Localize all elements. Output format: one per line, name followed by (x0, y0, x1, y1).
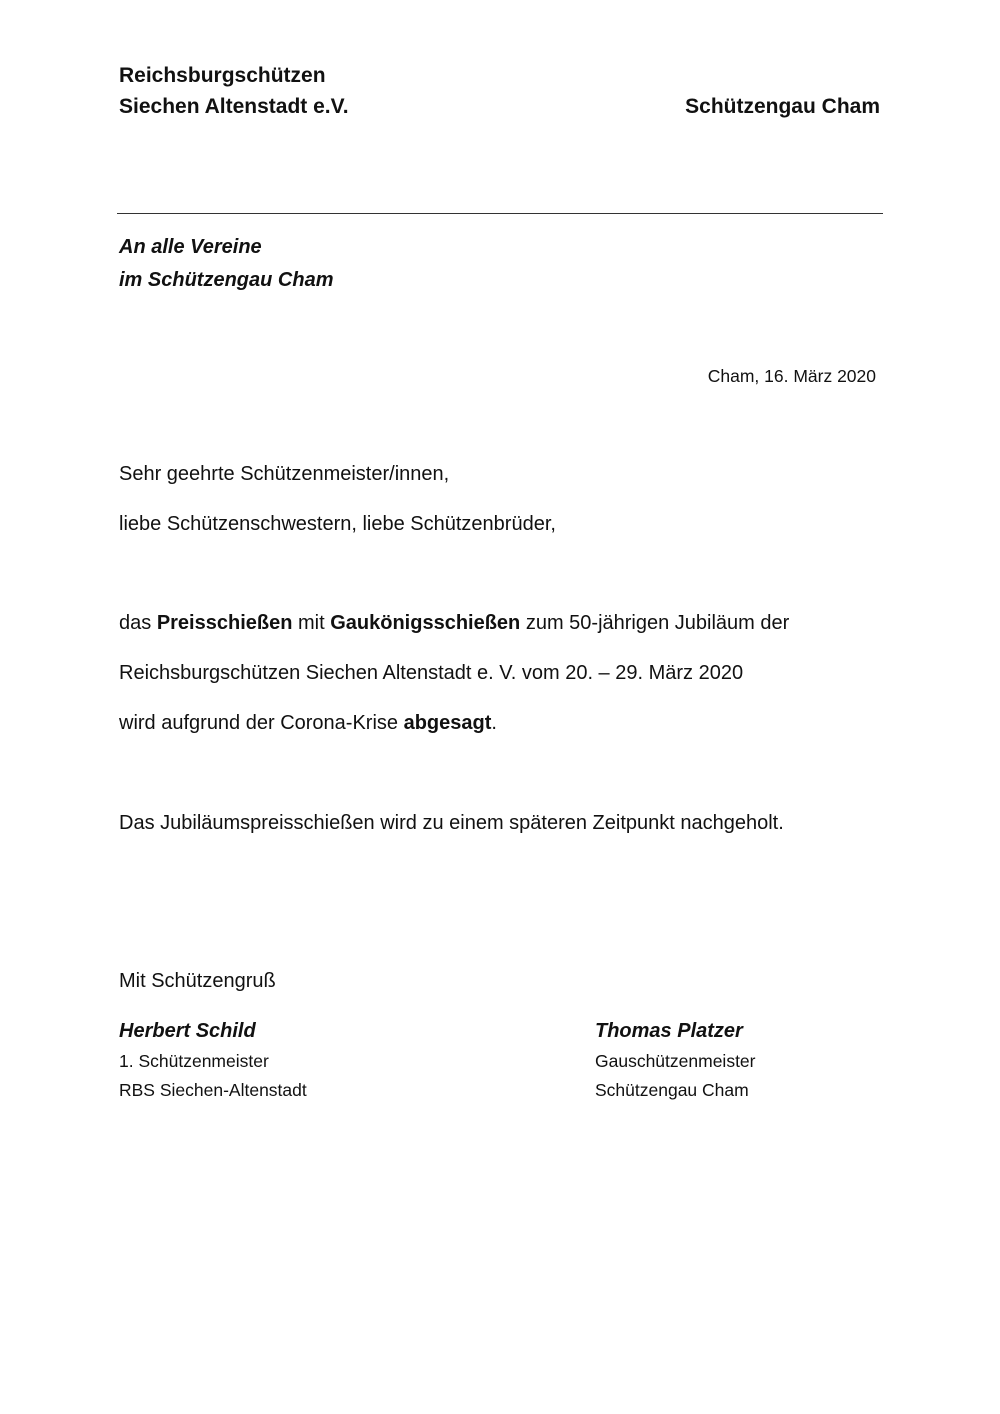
salutation-line1: Sehr geehrte Schützenmeister/innen, (119, 463, 450, 485)
club-name (119, 60, 349, 122)
signatory-org: Schützengau Cham (595, 1080, 749, 1100)
text-span: mit (292, 612, 331, 634)
addressee-line1: An alle Vereine (119, 236, 262, 258)
text-span: . (491, 712, 497, 734)
salutation-line2: liebe Schützenschwestern, liebe Schützenbrüder, (119, 513, 556, 535)
gau-name: Schützengau Cham (685, 95, 880, 118)
paragraph1-line3 (119, 710, 497, 736)
signatory-name: Herbert Schild (119, 1020, 256, 1042)
addressee (119, 231, 333, 297)
club-name-line1: Reichsburgschützen (119, 64, 326, 87)
paragraph1-line2: Reichsburgschützen Siechen Altenstadt e. V. vom 20. – 29. März 2020 (119, 662, 744, 684)
bold-abgesagt: abgesagt (403, 712, 492, 734)
letter-date: Cham, 16. März 2020 (707, 366, 876, 386)
addressee-line2: im Schützengau Cham (119, 269, 334, 291)
closing-phrase: Mit Schützengruß (119, 970, 276, 992)
paragraph1-line1 (119, 610, 789, 636)
text-span: zum 50-jährigen Jubiläum der (520, 612, 790, 634)
signatory-role: 1. Schützenmeister (119, 1051, 269, 1071)
header-divider (117, 213, 883, 214)
bold-gaukoenigsschiessen: Gaukönigsschießen (330, 612, 521, 634)
bold-preisschiessen: Preisschießen (156, 612, 293, 634)
signatory-name: Thomas Platzer (595, 1020, 743, 1042)
text-span: das (119, 612, 157, 634)
signatory-role: Gauschützenmeister (595, 1051, 756, 1071)
signatory-org: RBS Siechen-Altenstadt (119, 1080, 307, 1100)
club-name-line2: Siechen Altenstadt e.V. (119, 95, 349, 118)
signatory-left (119, 1018, 307, 1105)
signatory-right (595, 1018, 756, 1105)
paragraph2: Das Jubiläumspreisschießen wird zu einem späteren Zeitpunkt nachgeholt. (119, 812, 784, 834)
text-span: wird aufgrund der Corona-Krise (119, 712, 404, 734)
